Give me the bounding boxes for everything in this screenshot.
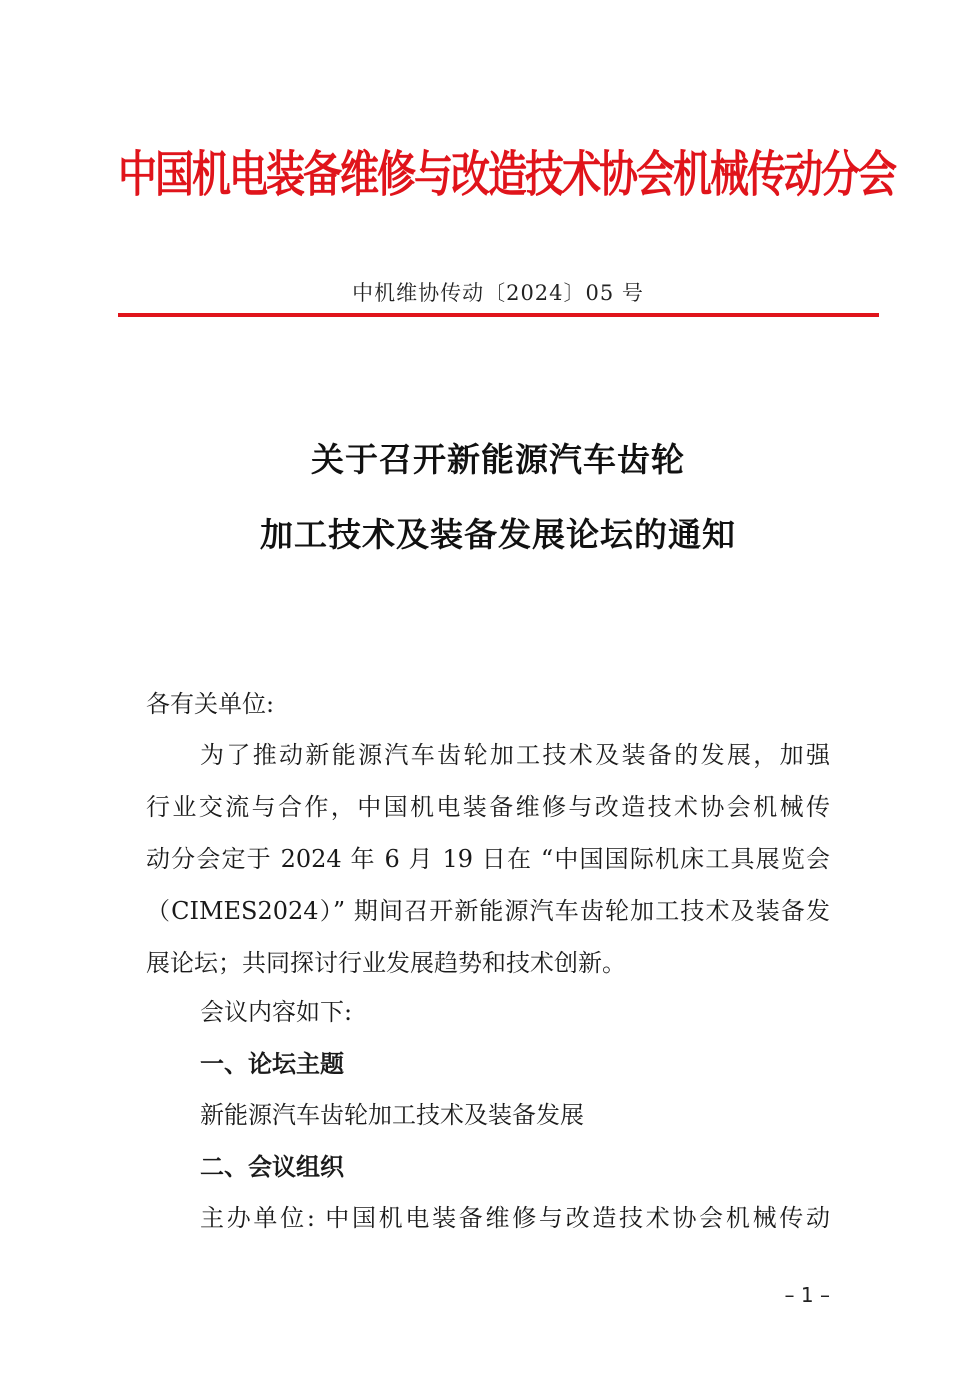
paragraph-line: 动分会定于 2024 年 6 月 19 日在 “中国国际机床工具展览会 (146, 845, 830, 873)
section-1-heading: 一、论坛主题 (200, 1050, 344, 1078)
organization-letterhead: 中国机电装备维修与改造技术协会机械传动分会 (118, 147, 896, 204)
section-2-heading: 二、会议组织 (200, 1153, 344, 1181)
paragraph-line: （CIMES2024）” 期间召开新能源汽车齿轮加工技术及装备发 (146, 897, 830, 925)
section-1-text: 新能源汽车齿轮加工技术及装备发展 (200, 1101, 584, 1129)
red-divider-line (118, 313, 879, 317)
paragraph-line: 行业交流与合作，中国机电装备维修与改造技术协会机械传 (146, 793, 830, 821)
page-number: – 1 – (784, 1283, 830, 1307)
salutation: 各有关单位: (146, 690, 275, 718)
section-2-host-line: 主办单位: 中国机电装备维修与改造技术协会机械传动 (200, 1204, 830, 1232)
paragraph-line: 为了推动新能源汽车齿轮加工技术及装备的发展，加强 (200, 741, 830, 769)
intro-paragraph (146, 729, 830, 989)
document-number: 中机维协传动〔2024〕05 号 (352, 281, 644, 305)
paragraph-line: 展论坛；共同探讨行业发展趋势和技术创新。 (146, 949, 626, 977)
notice-title-line-1: 关于召开新能源汽车齿轮 (311, 440, 685, 479)
notice-title-line-2: 加工技术及装备发展论坛的通知 (260, 515, 736, 554)
meeting-intro: 会议内容如下: (200, 998, 353, 1026)
